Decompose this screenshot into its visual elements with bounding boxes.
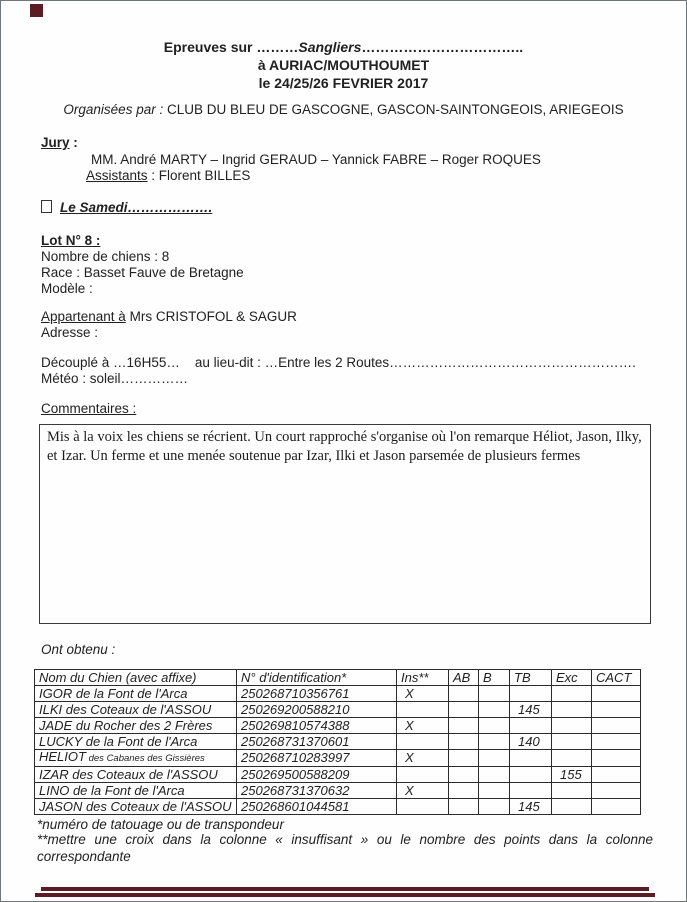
ins-cell: X <box>397 686 449 702</box>
ab-cell <box>449 767 479 783</box>
jury-members: MM. André MARTY – Ingrid GERAUD – Yannick FABRE – Roger ROQUES <box>91 152 541 167</box>
dog-name-cell: HELIOT des Cabanes des Gissières <box>35 750 237 767</box>
column-header: CACT <box>592 670 641 686</box>
cact-cell <box>592 734 641 750</box>
tb-cell: 145 <box>510 702 552 718</box>
footnote-tattoo: *numéro de tatouage ou de transpondeur <box>37 817 284 832</box>
ab-cell <box>449 734 479 750</box>
column-header: B <box>479 670 510 686</box>
column-header: AB <box>449 670 479 686</box>
cact-cell <box>592 702 641 718</box>
ab-cell <box>449 702 479 718</box>
owner-label: Appartenant à <box>41 309 126 324</box>
b-cell <box>479 799 510 815</box>
tb-cell <box>510 686 552 702</box>
footnote-cross: **mettre une croix dans la colonne « insuffisant » ou le nombre des points dans la colonne correspondante <box>37 832 653 864</box>
exc-cell <box>552 734 592 750</box>
comments-label: Commentaires : <box>41 401 137 416</box>
id-cell: 250269810574388 <box>237 718 397 734</box>
corner-marker <box>30 4 43 17</box>
id-cell: 250268710356761 <box>237 686 397 702</box>
id-cell: 250268731370601 <box>237 734 397 750</box>
title-prefix: Epreuves sur ……… <box>163 39 299 55</box>
exc-cell <box>552 702 592 718</box>
b-cell <box>479 750 510 767</box>
table-row <box>35 799 641 815</box>
b-cell <box>479 767 510 783</box>
comments-box <box>39 424 651 624</box>
b-cell <box>479 734 510 750</box>
bottom-rule-bottom <box>35 893 655 897</box>
dog-name-cell: LUCKY de la Font de l'Arca <box>35 734 237 750</box>
tb-cell <box>510 718 552 734</box>
id-cell: 250268710283997 <box>237 750 397 767</box>
ins-cell: X <box>397 783 449 799</box>
id-cell: 250268601044581 <box>237 799 397 815</box>
ab-cell <box>449 750 479 767</box>
column-header: TB <box>510 670 552 686</box>
cact-cell <box>592 686 641 702</box>
column-header: Ins** <box>397 670 449 686</box>
cact-cell <box>592 799 641 815</box>
dog-name-cell: LINO de la Font de l'Arca <box>35 783 237 799</box>
b-cell <box>479 702 510 718</box>
organizer-label: Organisées par : <box>63 102 164 117</box>
table-row <box>35 734 641 750</box>
exc-cell: 155 <box>552 767 592 783</box>
column-header: N° d'identification* <box>237 670 397 686</box>
b-cell <box>479 718 510 734</box>
ins-cell <box>397 702 449 718</box>
ab-cell <box>449 686 479 702</box>
event-location: à AURIAC/MOUTHOUMET <box>257 57 430 73</box>
exc-cell <box>552 799 592 815</box>
event-title-line1 <box>1 38 686 56</box>
cact-cell <box>592 767 641 783</box>
id-cell: 250268731370632 <box>237 783 397 799</box>
id-cell: 250269500588209 <box>237 767 397 783</box>
dog-name-cell: JADE du Rocher des 2 Frères <box>35 718 237 734</box>
address-line: Adresse : <box>41 325 99 340</box>
assistants-value: : Florent BILLES <box>147 168 251 183</box>
table-row <box>35 750 641 767</box>
organizer-line <box>1 102 686 117</box>
title-suffix: …………………………….. <box>361 39 524 55</box>
bottom-rule-top <box>41 887 649 891</box>
ins-cell: X <box>397 750 449 767</box>
column-header: Exc <box>552 670 592 686</box>
jury-label: Jury <box>41 135 70 150</box>
exc-cell <box>552 750 592 767</box>
ins-cell <box>397 734 449 750</box>
lot-model: Modèle : <box>41 281 93 296</box>
table-row <box>35 686 641 702</box>
tb-cell <box>510 767 552 783</box>
b-cell <box>479 783 510 799</box>
exc-cell <box>552 686 592 702</box>
dog-name-cell: JASON des Coteaux de l'ASSOU <box>35 799 237 815</box>
event-date: le 24/25/26 FEVRIER 2017 <box>258 75 429 91</box>
jury-heading <box>41 135 78 150</box>
table-row <box>35 702 641 718</box>
day-heading <box>41 200 212 215</box>
tb-cell: 140 <box>510 734 552 750</box>
weather-line: Météo : soleil…………… <box>41 371 189 386</box>
lot-race: Race : Basset Fauve de Bretagne <box>41 265 244 280</box>
comments-text: Mis à la voix les chiens se récrient. Un court rapproché s'organise où l'on remarque Héliot, Jason, Ilky, et Izar. Un ferme et une menée soutenue par Izar, Ilki et Jason parsemée de plusieurs fermes <box>47 429 642 464</box>
ins-cell <box>397 799 449 815</box>
table-header-row <box>35 670 641 686</box>
table-row <box>35 767 641 783</box>
table-row <box>35 718 641 734</box>
cact-cell <box>592 718 641 734</box>
dog-name-cell: IZAR des Coteaux de l'ASSOU <box>35 767 237 783</box>
owner-value: Mrs CRISTOFOL & SAGUR <box>125 309 297 324</box>
empty-checkbox-icon <box>41 200 52 213</box>
tb-cell <box>510 783 552 799</box>
cact-cell <box>592 783 641 799</box>
lot-title: Lot N° 8 : <box>41 233 101 248</box>
tb-cell: 145 <box>510 799 552 815</box>
exc-cell <box>552 718 592 734</box>
table-row <box>35 783 641 799</box>
ab-cell <box>449 799 479 815</box>
organizer-value: CLUB DU BLEU DE GASCOGNE, GASCON-SAINTONGEOIS, ARIEGEOIS <box>163 102 624 117</box>
id-cell: 250269200588210 <box>237 702 397 718</box>
assistants-label: Assistants <box>86 168 148 183</box>
results-intro: Ont obtenu : <box>41 642 116 657</box>
b-cell <box>479 686 510 702</box>
cact-cell <box>592 750 641 767</box>
column-header: Nom du Chien (avec affixe) <box>35 670 237 686</box>
lot-dog-count: Nombre de chiens : 8 <box>41 249 170 264</box>
event-title <box>1 38 686 92</box>
results-table <box>34 669 641 815</box>
ab-cell <box>449 718 479 734</box>
assistants-line <box>86 168 250 183</box>
dog-name-cell: IGOR de la Font de l'Arca <box>35 686 237 702</box>
ins-cell: X <box>397 718 449 734</box>
dog-name-cell: ILKI des Coteaux de l'ASSOU <box>35 702 237 718</box>
jury-colon: : <box>69 135 78 150</box>
ins-cell <box>397 767 449 783</box>
tb-cell <box>510 750 552 767</box>
day-label: Le Samedi………………. <box>60 200 213 215</box>
owner-line <box>41 309 297 324</box>
ab-cell <box>449 783 479 799</box>
title-species: Sangliers <box>298 39 362 55</box>
uncoupled-line: Découplé à …16H55… au lieu-dit : …Entre les 2 Routes………………………………………………. <box>41 355 636 370</box>
exc-cell <box>552 783 592 799</box>
